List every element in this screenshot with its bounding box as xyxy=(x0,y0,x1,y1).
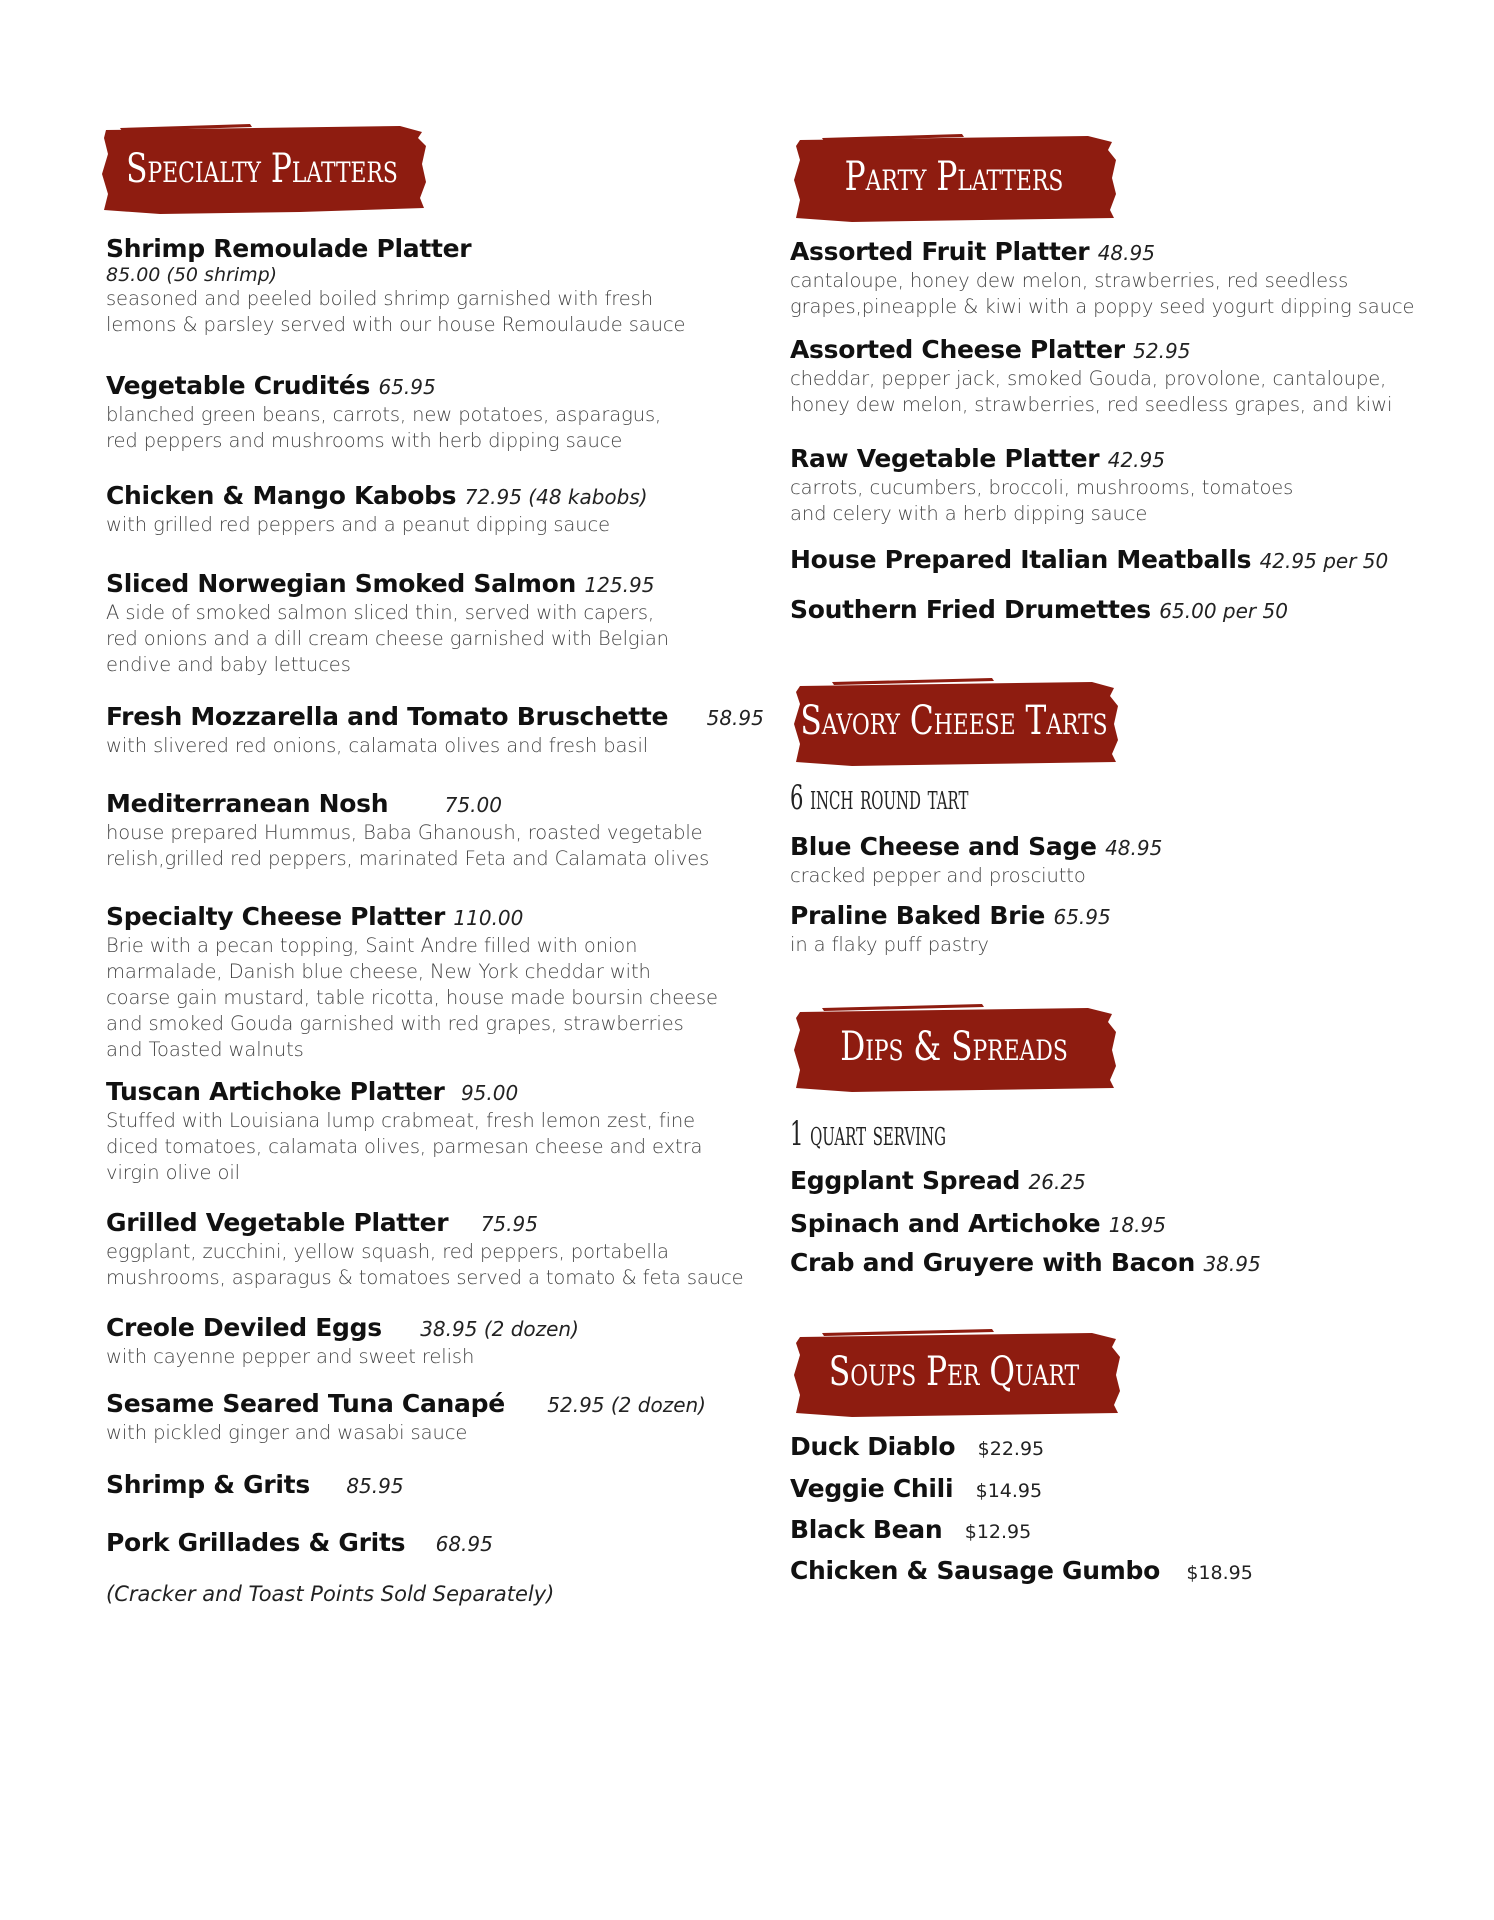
item-price: 42.95 xyxy=(1107,448,1165,472)
menu-item xyxy=(790,1432,1470,1464)
menu-item xyxy=(790,901,1470,958)
menu-item xyxy=(790,545,1470,576)
item-name: Shrimp & Grits xyxy=(106,1470,310,1499)
item-desc-line: lemons & parsley served with our house Remoulaude sauce xyxy=(106,313,686,336)
item-desc-line: and celery with a herb dipping sauce xyxy=(790,502,1148,525)
item-price: 110.00 xyxy=(453,906,524,930)
item-price: $14.95 xyxy=(975,1480,1043,1502)
banner-title: Party Platters xyxy=(844,154,1064,200)
item-price: 65.00 per 50 xyxy=(1159,599,1288,623)
banner-title: Savory Cheese Tarts xyxy=(800,698,1108,744)
menu-item xyxy=(790,595,1470,626)
item-price: 65.95 xyxy=(1053,905,1111,929)
item-name: Mediterranean Nosh xyxy=(106,789,389,818)
item-price: 85.95 xyxy=(346,1474,404,1498)
menu-item xyxy=(106,1313,746,1370)
item-name: Tuscan Artichoke Platter xyxy=(106,1077,445,1106)
menu-item xyxy=(106,569,746,678)
item-desc-line: Brie with a pecan topping, Saint Andre filled with onion xyxy=(106,934,638,957)
menu-item xyxy=(106,1389,746,1446)
menu-item xyxy=(106,481,746,538)
menu-item xyxy=(790,1556,1470,1588)
item-desc-line: and Toasted walnuts xyxy=(106,1038,304,1061)
item-desc-line: red peppers and mushrooms with herb dipping sauce xyxy=(106,429,623,452)
item-price: 85.00 (50 shrimp) xyxy=(106,264,278,286)
banner-title: Dips & Spreads xyxy=(840,1024,1068,1070)
item-desc-line: honey dew melon, strawberries, red seedless grapes, and kiwi xyxy=(790,393,1393,416)
item-name: Grilled Vegetable Platter xyxy=(106,1208,449,1237)
menu-item xyxy=(106,702,764,759)
item-name: Chicken & Sausage Gumbo xyxy=(790,1556,1160,1585)
item-desc-line: with grilled red peppers and a peanut dipping sauce xyxy=(106,513,611,536)
item-desc-line: eggplant, zucchini, yellow squash, red peppers, portabella xyxy=(106,1240,669,1263)
item-price: $12.95 xyxy=(964,1521,1032,1543)
item-price: $22.95 xyxy=(977,1438,1045,1460)
menu-item xyxy=(106,234,746,338)
menu-item xyxy=(106,1077,746,1186)
item-desc-line: seasoned and peeled boiled shrimp garnished with fresh xyxy=(106,287,653,310)
item-name: Raw Vegetable Platter xyxy=(790,444,1100,473)
item-price: 58.95 xyxy=(706,706,764,730)
item-price: 52.95 xyxy=(1133,339,1191,363)
item-name: Southern Fried Drumettes xyxy=(790,595,1151,624)
item-desc-line: coarse gain mustard, table ricotta, house made boursin cheese xyxy=(106,986,718,1009)
item-price: 72.95 (48 kabobs) xyxy=(464,485,648,509)
menu-item xyxy=(790,1166,1470,1197)
item-desc-line: house prepared Hummus, Baba Ghanoush, roasted vegetable xyxy=(106,821,703,844)
item-name: Vegetable Crudités xyxy=(106,371,371,400)
item-name: Praline Baked Brie xyxy=(790,901,1046,930)
menu-item xyxy=(790,832,1470,889)
item-name: Assorted Fruit Platter xyxy=(790,237,1090,266)
menu-item xyxy=(790,335,1470,418)
menu-item xyxy=(790,237,1470,320)
item-desc-line: cantaloupe, honey dew melon, strawberries, red seedless xyxy=(790,269,1349,292)
item-price: $18.95 xyxy=(1186,1562,1253,1584)
item-name: Shrimp Remoulade Platter xyxy=(106,234,472,263)
banner-specialty-platters xyxy=(100,124,424,214)
item-price: 52.95 (2 dozen) xyxy=(547,1393,706,1417)
item-name: Crab and Gruyere with Bacon xyxy=(790,1248,1196,1277)
item-desc-line: endive and baby lettuces xyxy=(106,653,351,676)
menu-item xyxy=(790,1248,1470,1279)
item-desc-line: cracked pepper and prosciutto xyxy=(790,864,1086,887)
item-desc-line: cheddar, pepper jack, smoked Gouda, provolone, cantaloupe, xyxy=(790,367,1387,390)
item-desc-line: and smoked Gouda garnished with red grapes, strawberries xyxy=(106,1012,684,1035)
item-name: House Prepared Italian Meatballs xyxy=(790,545,1252,574)
banner-dips-spreads xyxy=(792,1002,1116,1092)
item-name: Assorted Cheese Platter xyxy=(790,335,1125,364)
item-desc-line: marmalade, Danish blue cheese, New York cheddar with xyxy=(106,960,651,983)
menu-item xyxy=(106,1470,746,1501)
banner-title: Specialty Platters xyxy=(126,146,398,192)
item-name: Specialty Cheese Platter xyxy=(106,902,445,931)
item-name: Blue Cheese and Sage xyxy=(790,832,1097,861)
item-desc-line: diced tomatoes, calamata olives, parmesan cheese and extra xyxy=(106,1135,703,1158)
item-desc-line: with slivered red onions, calamata olives and fresh basil xyxy=(106,734,649,757)
item-desc-line: blanched green beans, carrots, new potatoes, asparagus, xyxy=(106,403,662,426)
section-subheading: 1 quart serving xyxy=(790,1114,946,1154)
item-price: 95.00 xyxy=(460,1081,519,1105)
item-desc-line: virgin olive oil xyxy=(106,1161,240,1184)
banner-savory-cheese-tarts xyxy=(792,676,1116,766)
item-desc-line: Stuffed with Louisiana lump crabmeat, fresh lemon zest, fine xyxy=(106,1109,696,1132)
item-desc-line: relish,grilled red peppers, marinated Feta and Calamata olives xyxy=(106,847,710,870)
section-subheading: 6 inch round tart xyxy=(790,778,969,818)
item-desc-line: A side of smoked salmon sliced thin, served with capers, xyxy=(106,601,655,624)
menu-item xyxy=(106,902,746,1063)
item-price: 65.95 xyxy=(378,375,436,399)
menu-item xyxy=(790,444,1470,527)
item-price: 48.95 xyxy=(1097,241,1155,265)
item-price: 42.95 per 50 xyxy=(1259,549,1389,573)
item-desc-line: mushrooms, asparagus & tomatoes served a tomato & feta sauce xyxy=(106,1266,744,1289)
banner-soups-per-quart xyxy=(792,1327,1116,1417)
item-name: Sliced Norwegian Smoked Salmon xyxy=(106,569,577,598)
item-name: Black Bean xyxy=(790,1515,943,1544)
footnote: (Cracker and Toast Points Sold Separately) xyxy=(106,1582,555,1606)
item-name: Eggplant Spread xyxy=(790,1166,1021,1195)
menu-item xyxy=(106,371,746,454)
item-price: 75.95 xyxy=(480,1212,538,1236)
menu-item xyxy=(790,1515,1470,1547)
menu-item xyxy=(790,1209,1470,1240)
menu-item xyxy=(106,1528,746,1559)
menu-item xyxy=(106,789,746,872)
item-name: Duck Diablo xyxy=(790,1432,956,1461)
item-price: 48.95 xyxy=(1105,836,1163,860)
item-price: 38.95 (2 dozen) xyxy=(420,1317,579,1341)
menu-item xyxy=(106,1208,746,1291)
item-name: Veggie Chili xyxy=(790,1474,954,1503)
item-name: Creole Deviled Eggs xyxy=(106,1313,382,1342)
item-desc-line: with pickled ginger and wasabi sauce xyxy=(106,1421,468,1444)
item-price: 125.95 xyxy=(584,573,655,597)
item-name: Chicken & Mango Kabobs xyxy=(106,481,457,510)
item-name: Pork Grillades & Grits xyxy=(106,1528,406,1557)
item-desc-line: grapes,pineapple & kiwi with a poppy seed yogurt dipping sauce xyxy=(790,295,1415,318)
item-desc-line: with cayenne pepper and sweet relish xyxy=(106,1345,475,1368)
banner-title: Soups Per Quart xyxy=(828,1349,1080,1395)
item-price: 38.95 xyxy=(1203,1252,1261,1276)
menu-item xyxy=(790,1474,1470,1506)
item-price: 26.25 xyxy=(1028,1170,1086,1194)
item-price: 68.95 xyxy=(435,1532,493,1556)
item-name: Fresh Mozzarella and Tomato Bruschette xyxy=(106,702,669,731)
banner-party-platters xyxy=(792,132,1116,222)
item-price: 75.00 xyxy=(444,793,502,817)
item-name: Sesame Seared Tuna Canapé xyxy=(106,1389,505,1418)
item-price: 18.95 xyxy=(1108,1213,1166,1237)
item-desc-line: in a flaky puff pastry xyxy=(790,933,989,956)
item-desc-line: carrots, cucumbers, broccoli, mushrooms, tomatoes xyxy=(790,476,1294,499)
item-desc-line: red onions and a dill cream cheese garnished with Belgian xyxy=(106,627,669,650)
item-name: Spinach and Artichoke xyxy=(790,1209,1101,1238)
